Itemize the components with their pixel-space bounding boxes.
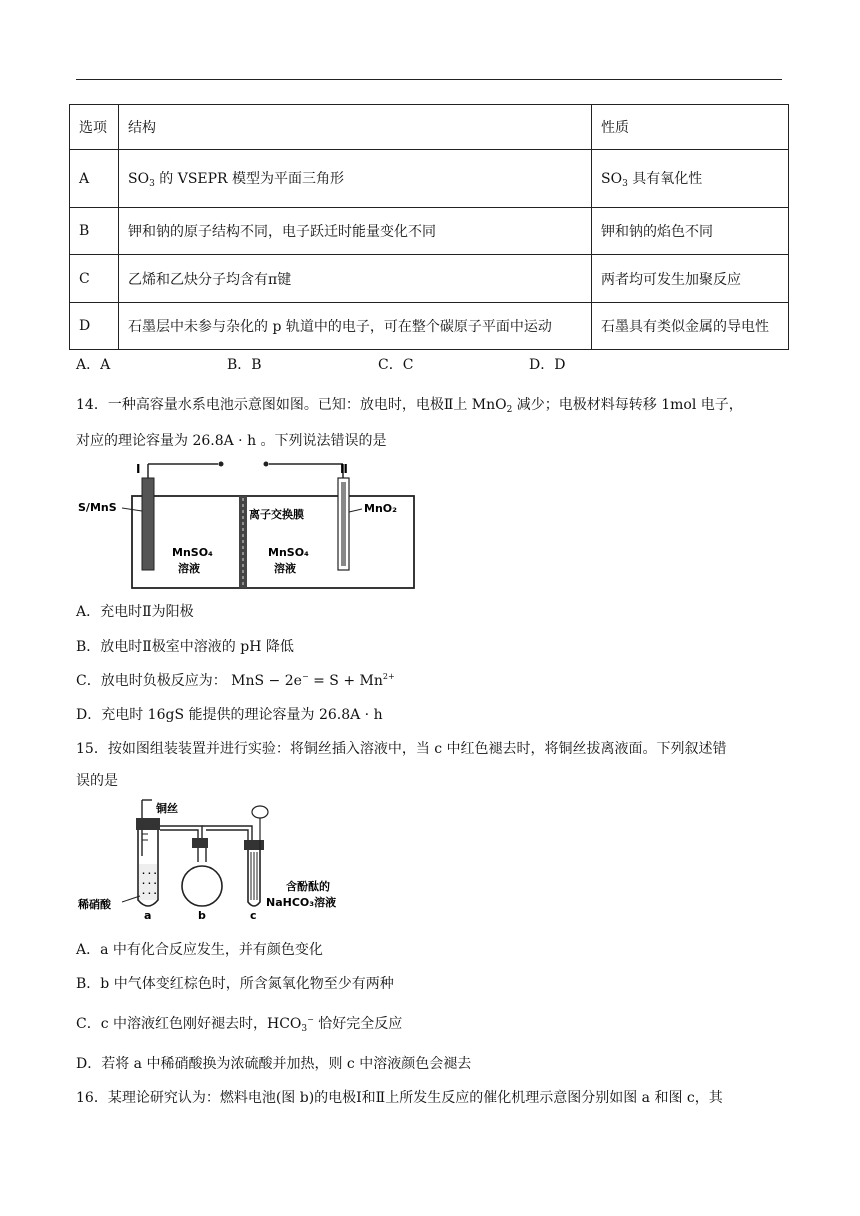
left-solution-line1: MnSO₄ (172, 546, 213, 559)
row-option: B (70, 208, 119, 255)
copper-nitric-acid-apparatus (76, 796, 376, 924)
q13-option-a[interactable]: A．A (76, 357, 111, 373)
right-solution-line1: MnSO₄ (268, 546, 309, 559)
nahco3-solution-label: NaHCO₃溶液 (266, 896, 337, 909)
electrode-i-label: Ⅰ (136, 462, 141, 476)
row-property: 石墨具有类似金属的导电性 (592, 303, 789, 350)
row-property: 两者均可发生加聚反应 (592, 255, 789, 303)
q13-answer-options (76, 354, 680, 374)
flask-b (182, 866, 222, 906)
tube-c-label: c (250, 909, 257, 922)
header-property: 性质 (592, 105, 789, 150)
row-structure: 钾和钠的原子结构不同，电子跃迁时能量变化不同 (119, 208, 592, 255)
row-structure: 石墨层中未参与杂化的 p 轨道中的电子，可在整个碳原子平面中运动 (119, 303, 592, 350)
dilute-nitric-acid-label: 稀硝酸 (78, 898, 111, 911)
table-row (70, 255, 789, 303)
q15-option-c[interactable]: C．c 中溶液红色刚好褪去时，$HCO_3^-$ 恰好完全反应 (76, 1015, 403, 1034)
q15-option-a[interactable]: A．a 中有化合反应发生，并有颜色变化 (76, 942, 323, 958)
svg-text:· · ·: · · · (142, 869, 157, 878)
table-row (70, 150, 789, 208)
svg-text:· · ·: · · · (142, 889, 157, 898)
q13-table (69, 104, 789, 350)
stopper-a (136, 818, 160, 830)
q15-option-b[interactable]: B．b 中气体变红棕色时，所含氮氧化物至少有两种 (76, 976, 394, 992)
q13-option-d[interactable]: D．D (529, 357, 566, 373)
flask-b-label: b (198, 909, 206, 922)
table-row (70, 303, 789, 350)
electrode-ii-label: Ⅱ (340, 462, 348, 476)
left-electrode-material: S/MnS (78, 501, 117, 514)
table-header-row (70, 105, 789, 150)
row-option: D (70, 303, 119, 350)
header-option: 选项 (70, 105, 119, 150)
phenolphthalein-label: 含酚酞的 (286, 880, 330, 893)
row-option: C (70, 255, 119, 303)
row-option: A (70, 150, 119, 208)
membrane-label: 离子交换膜 (249, 508, 304, 521)
q14-option-c[interactable]: C．放电时负极反应为： MnS − $2e^- = S + Mn^{2+}$ (76, 672, 395, 689)
q13-option-b[interactable]: B．B (227, 357, 262, 373)
copper-wire-label: 铜丝 (156, 802, 178, 815)
q15-stem-line1: 15．按如图组装装置并进行实验：将铜丝插入溶液中，当 c 中红色褪去时，将铜丝拔离液面。下列叙述错 (76, 741, 727, 757)
row-structure: 乙烯和乙炔分子均含有π键 (119, 255, 592, 303)
q15-stem-line2: 误的是 (76, 773, 118, 789)
battery-diagram (76, 456, 416, 592)
row-structure: $SO_3$ 的 VSEPR 模型为平面三角形 (119, 150, 592, 208)
q14-stem-line1: 14．一种高容量水系电池示意图如图。已知：放电时，电极Ⅱ上 MnO$_2$ 减少；电极材料每转移 1mol 电子， (76, 397, 743, 415)
left-solution-line2: 溶液 (178, 562, 200, 575)
right-electrode-material: MnO₂ (364, 502, 397, 515)
row-property: $SO_3$ 具有氧化性 (592, 150, 789, 208)
svg-text:· · ·: · · · (142, 879, 157, 888)
row-property: 钾和钠的焰色不同 (592, 208, 789, 255)
q14-option-d[interactable]: D．充电时 16gS 能提供的理论容量为 26.8A · h (76, 707, 383, 723)
q13-option-c[interactable]: C．C (378, 357, 414, 373)
q16-stem-line1: 16．某理论研究认为：燃料电池(图 b)的电极Ⅰ和Ⅱ上所发生反应的催化机理示意图分别如图 a 和图 c，其 (76, 1090, 723, 1106)
q15-option-d[interactable]: D．若将 a 中稀硝酸换为浓硫酸并加热，则 c 中溶液颜色会褪去 (76, 1056, 472, 1072)
table-row (70, 208, 789, 255)
q14-option-b[interactable]: B．放电时Ⅱ极室中溶液的 pH 降低 (76, 639, 294, 655)
q14-stem-line2: 对应的理论容量为 26.8A · h 。下列说法错误的是 (76, 433, 387, 449)
electrode-i (142, 478, 154, 570)
header-rule (76, 79, 782, 80)
tube-a-label: a (144, 909, 152, 922)
q14-option-a[interactable]: A．充电时Ⅱ为阳极 (76, 604, 194, 620)
right-solution-line2: 溶液 (274, 562, 296, 575)
header-structure: 结构 (119, 105, 592, 150)
